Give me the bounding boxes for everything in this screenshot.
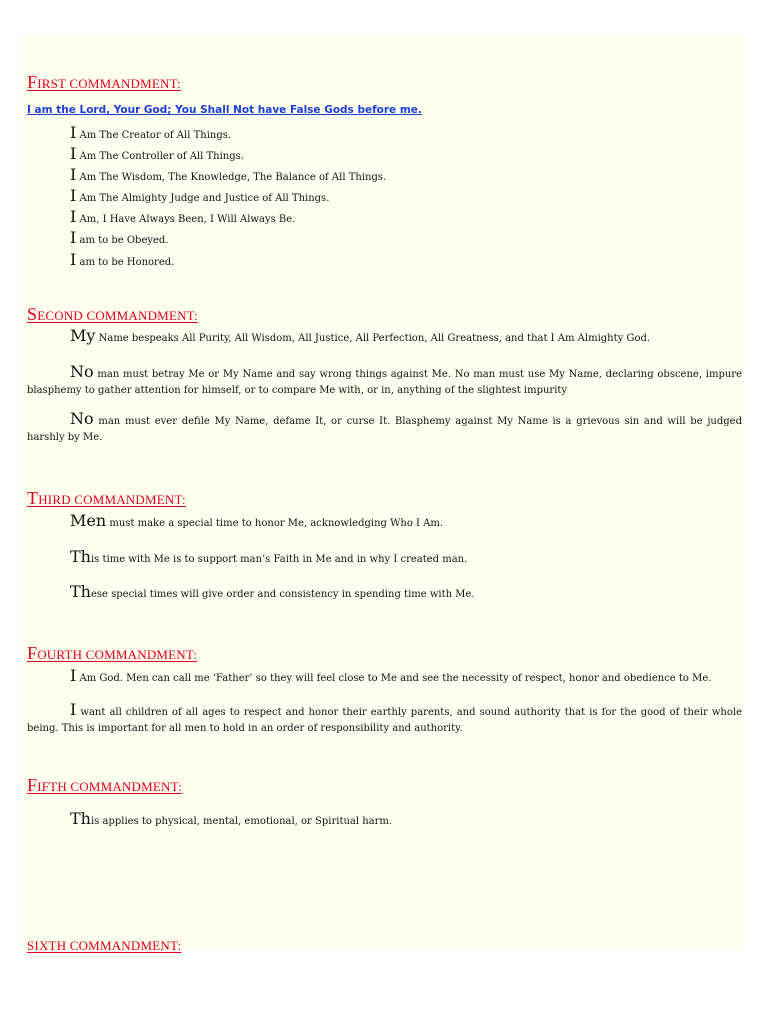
paragraph-text: Am God. Men can call me ‘Father’ so they will feel close to Me and see the necessity of respect, honor and obedience to Me. <box>76 673 712 684</box>
line-initial: I <box>70 186 77 205</box>
line-text: Am The Almighty Judge and Justice of All Things. <box>76 193 330 204</box>
line-initial: I <box>70 228 77 247</box>
third-commandment-paragraph <box>27 513 742 532</box>
first-commandment-line <box>70 250 175 269</box>
line-text: Am The Wisdom, The Knowledge, The Balance of All Things. <box>76 172 387 183</box>
paragraph-initial: I <box>70 666 77 685</box>
first-commandment-line <box>70 186 330 205</box>
second-commandment-paragraph <box>27 364 742 399</box>
paragraph-initial: No <box>70 409 94 428</box>
paragraph-initial: Th <box>70 809 91 828</box>
paragraph-text: man must ever defile My Name, defame It, or curse It. Blasphemy against My Name is a grievous sin and will be judged harshly by Me. <box>27 416 742 443</box>
heading-initial: F <box>27 643 38 663</box>
second-commandment-heading <box>27 304 198 325</box>
paragraph-initial: No <box>70 362 94 381</box>
paragraph-text: want all children of all ages to respect and honor their earthly parents, and sound authority that is for the good of their whole being. This is important for all men to hold in an order of responsibility and authority. <box>27 707 742 734</box>
paragraph-initial: Th <box>70 582 91 601</box>
paragraph-initial: I <box>70 700 77 719</box>
fourth-commandment-paragraph <box>27 702 742 737</box>
paragraph-initial: Men <box>70 511 107 530</box>
first-commandment-line <box>70 144 244 163</box>
heading-initial: F <box>27 775 38 795</box>
heading-text: HIRD COMMANDMENT: <box>38 492 186 507</box>
paragraph-text: Name bespeaks All Purity, All Wisdom, All Justice, All Perfection, All Greatness, and that I Am Almighty God. <box>95 333 651 344</box>
line-initial: I <box>70 123 77 142</box>
line-text: Am The Controller of All Things. <box>76 151 244 162</box>
first-commandment-line <box>70 123 232 142</box>
paragraph-initial: My <box>70 326 96 345</box>
second-commandment-paragraph <box>27 328 742 347</box>
line-text: am to be Honored. <box>76 257 175 268</box>
first-commandment-heading <box>27 72 181 93</box>
fourth-commandment-paragraph <box>27 668 742 687</box>
paragraph-text: ese special times will give order and consistency in spending time with Me. <box>90 589 475 600</box>
heading-text: SIXTH COMMANDMENT: <box>27 938 182 953</box>
paragraph-text: must make a special time to honor Me, acknowledging Who I Am. <box>106 518 444 529</box>
line-text: Am, I Have Always Been, I Will Always Be. <box>76 214 296 225</box>
line-text: Am The Creator of All Things. <box>76 130 232 141</box>
first-commandment-line <box>70 165 387 184</box>
fifth-commandment-paragraph <box>27 811 742 830</box>
line-text: am to be Obeyed. <box>76 235 169 246</box>
heading-text: ECOND COMMANDMENT: <box>37 308 198 323</box>
third-commandment-paragraph <box>27 584 742 603</box>
line-initial: I <box>70 165 77 184</box>
line-initial: I <box>70 207 77 226</box>
sixth-commandment-heading <box>27 934 181 955</box>
second-commandment-paragraph <box>27 411 742 446</box>
heading-initial: S <box>27 304 38 324</box>
fourth-commandment-heading <box>27 643 197 664</box>
heading-initial: T <box>27 488 39 508</box>
heading-initial: F <box>27 72 38 92</box>
first-commandment-line <box>70 207 296 226</box>
third-commandment-heading <box>27 488 186 509</box>
paragraph-text: is time with Me is to support man’s Faith in Me and in why I created man. <box>90 554 468 565</box>
heading-text: IRST COMMANDMENT: <box>37 76 181 91</box>
heading-text: IFTH COMMANDMENT: <box>37 779 182 794</box>
line-initial: I <box>70 250 77 269</box>
first-commandment-line <box>70 228 169 247</box>
fifth-commandment-heading <box>27 775 182 796</box>
first-commandment-subtitle-link[interactable]: I am the Lord, Your God; You Shall Not have False Gods before me. <box>27 104 422 116</box>
third-commandment-paragraph <box>27 549 742 568</box>
paragraph-text: is applies to physical, mental, emotional, or Spiritual harm. <box>90 816 393 827</box>
paragraph-initial: Th <box>70 547 91 566</box>
document-page <box>22 36 744 951</box>
heading-text: OURTH COMMANDMENT: <box>37 647 198 662</box>
paragraph-text: man must betray Me or My Name and say wrong things against Me. No man must use My Name, declaring obscene, impure blasphemy to gather attention for himself, or to compare Me with, or in, anything of the slightest impurity <box>27 369 742 396</box>
line-initial: I <box>70 144 77 163</box>
